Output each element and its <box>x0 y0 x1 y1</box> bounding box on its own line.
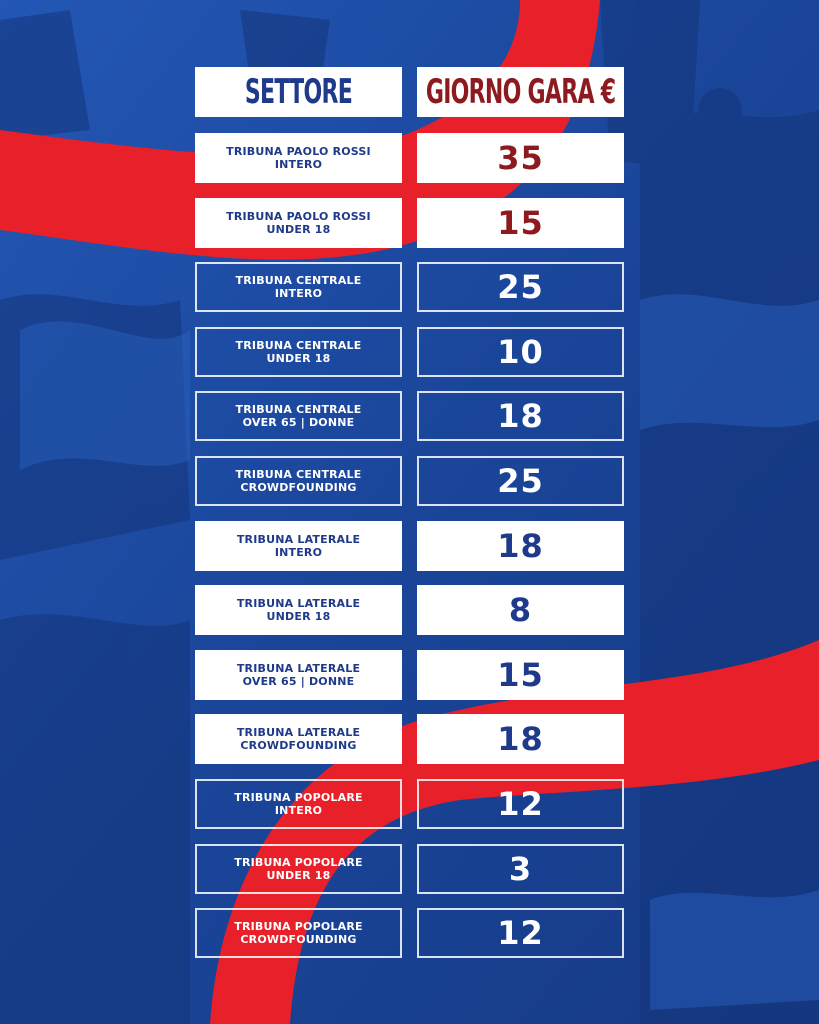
price-cell: 15 <box>417 650 624 700</box>
price-cell: 8 <box>417 585 624 635</box>
sector-name: TRIBUNA CENTRALE <box>235 403 362 416</box>
sector-cell <box>195 521 402 571</box>
sector-cell <box>195 327 402 377</box>
sector-category: INTERO <box>274 804 323 817</box>
sector-cell <box>195 779 402 829</box>
sector-category: INTERO <box>274 546 323 559</box>
table-row <box>0 844 819 894</box>
table-row <box>0 327 819 377</box>
sector-name: TRIBUNA LATERALE <box>236 533 361 546</box>
header-sector <box>195 67 402 117</box>
sector-category: CROWDFOUNDING <box>240 739 357 752</box>
price-cell: 18 <box>417 521 624 571</box>
sector-category: INTERO <box>274 287 323 300</box>
sector-name: TRIBUNA POPOLARE <box>234 791 363 804</box>
sector-category: CROWDFOUNDING <box>240 481 357 494</box>
price-cell: 3 <box>417 844 624 894</box>
sector-cell <box>195 391 402 441</box>
sector-category: UNDER 18 <box>266 869 331 882</box>
table-row <box>0 456 819 506</box>
sector-name: TRIBUNA CENTRALE <box>235 274 362 287</box>
sector-cell <box>195 650 402 700</box>
price-cell: 12 <box>417 908 624 958</box>
table-row <box>0 262 819 312</box>
price-cell: 15 <box>417 198 624 248</box>
price-cell: 10 <box>417 327 624 377</box>
price-cell: 18 <box>417 714 624 764</box>
sector-name: TRIBUNA CENTRALE <box>235 339 362 352</box>
sector-category: UNDER 18 <box>266 352 331 365</box>
sector-name: TRIBUNA PAOLO ROSSI <box>226 210 371 223</box>
header-price-label: GIORNO GARA € <box>425 72 616 112</box>
sector-cell <box>195 908 402 958</box>
sector-cell <box>195 844 402 894</box>
header-price <box>417 67 624 117</box>
sector-category: UNDER 18 <box>266 223 331 236</box>
sector-name: TRIBUNA LATERALE <box>236 662 361 675</box>
sector-cell <box>195 262 402 312</box>
table-row <box>0 714 819 764</box>
sector-name: TRIBUNA POPOLARE <box>234 856 363 869</box>
price-cell: 35 <box>417 133 624 183</box>
table-row <box>0 779 819 829</box>
sector-name: TRIBUNA LATERALE <box>236 597 361 610</box>
sector-name: TRIBUNA POPOLARE <box>234 920 363 933</box>
table-row <box>0 521 819 571</box>
table-row <box>0 650 819 700</box>
table-row <box>0 391 819 441</box>
sector-name: TRIBUNA CENTRALE <box>235 468 362 481</box>
sector-cell <box>195 714 402 764</box>
sector-category: INTERO <box>274 158 323 171</box>
sector-category: CROWDFOUNDING <box>240 933 357 946</box>
sector-name: TRIBUNA PAOLO ROSSI <box>226 145 371 158</box>
sector-category: UNDER 18 <box>266 610 331 623</box>
table-row <box>0 133 819 183</box>
price-cell: 25 <box>417 262 624 312</box>
table-row <box>0 908 819 958</box>
sector-category: OVER 65 | DONNE <box>242 675 355 688</box>
price-cell: 12 <box>417 779 624 829</box>
sector-name: TRIBUNA LATERALE <box>236 726 361 739</box>
price-cell: 18 <box>417 391 624 441</box>
sector-cell <box>195 585 402 635</box>
sector-cell <box>195 198 402 248</box>
sector-cell <box>195 133 402 183</box>
price-cell: 25 <box>417 456 624 506</box>
table-row <box>0 585 819 635</box>
table-row <box>0 198 819 248</box>
header-sector-label: SETTORE <box>244 72 353 112</box>
sector-cell <box>195 456 402 506</box>
sector-category: OVER 65 | DONNE <box>242 416 355 429</box>
